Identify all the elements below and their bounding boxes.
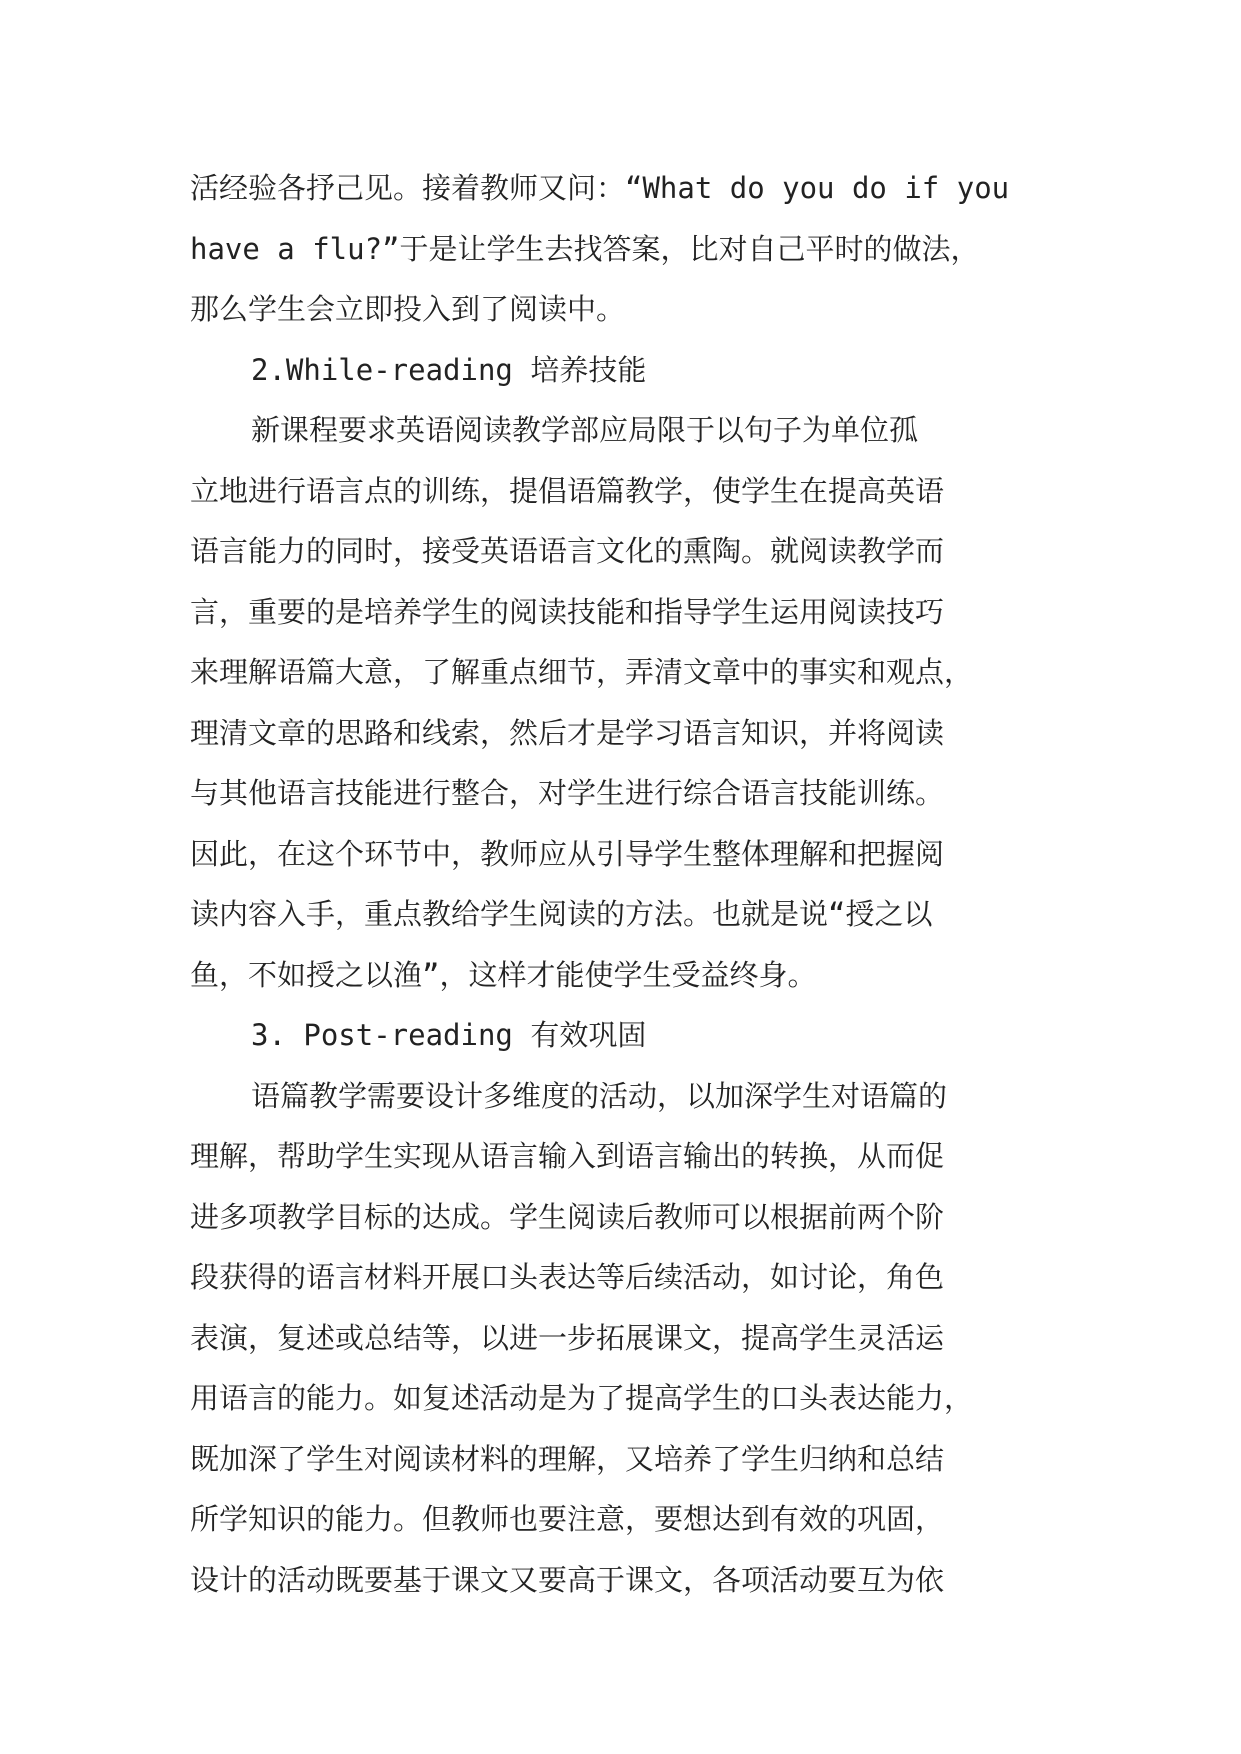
text-line: 语言能力的同时，接受英语语言文化的熏陶。就阅读教学而 [190,534,945,568]
text-line: 活经验各抒己见。接着教师又问：“What do you do if you [190,171,1010,205]
text-line: 鱼，不如授之以渔”，这样才能使学生受益终身。 [190,957,817,992]
text-line: 因此，在这个环节中，教师应从引导学生整体理解和把握阅 [190,836,945,871]
text-line: 进多项教学目标的达成。学生阅读后教师可以根据前两个阶 [190,1199,945,1234]
text-line: 段获得的语言材料开展口头表达等后续活动，如讨论，角色 [190,1260,945,1294]
text-line: 用语言的能力。如复述活动是为了提高学生的口头表达能力， [190,1381,974,1415]
section-heading-while-reading: 2.While-reading 培养技能 [251,352,647,387]
text-line: 表演，复述或总结等，以进一步拓展课文，提高学生灵活运 [190,1320,945,1355]
text-line: 读内容入手，重点教给学生阅读的方法。也就是说“授之以 [190,897,933,931]
text-line: 所学知识的能力。但教师也要注意，要想达到有效的巩固， [190,1502,945,1536]
text-line: 理清文章的思路和线索，然后才是学习语言知识，并将阅读 [190,715,945,750]
text-line: 那么学生会立即投入到了阅读中。 [190,292,626,326]
text-line: 来理解语篇大意，了解重点细节，弄清文章中的事实和观点， [190,655,974,689]
section-heading-post-reading: 3. Post-reading 有效巩固 [251,1018,647,1052]
text-line: 与其他语言技能进行整合，对学生进行综合语言技能训练。 [190,776,945,810]
text-line: 语篇教学需要设计多维度的活动，以加深学生对语篇的 [251,1078,948,1113]
text-line: 既加深了学生对阅读材料的理解，又培养了学生归纳和总结 [190,1441,945,1476]
text-line: 立地进行语言点的训练，提倡语篇教学，使学生在提高英语 [190,473,945,508]
document-body [190,158,1070,1610]
text-line: 新课程要求英语阅读教学部应局限于以句子为单位孤 [251,413,919,447]
text-line: 言，重要的是培养学生的阅读技能和指导学生运用阅读技巧 [190,594,945,629]
text-line: 理解，帮助学生实现从语言输入到语言输出的转换，从而促 [190,1139,945,1173]
text-line: have a flu?”于是让学生去找答案，比对自己平时的做法， [190,231,980,266]
text-line: 设计的活动既要基于课文又要高于课文，各项活动要互为依 [190,1562,945,1597]
